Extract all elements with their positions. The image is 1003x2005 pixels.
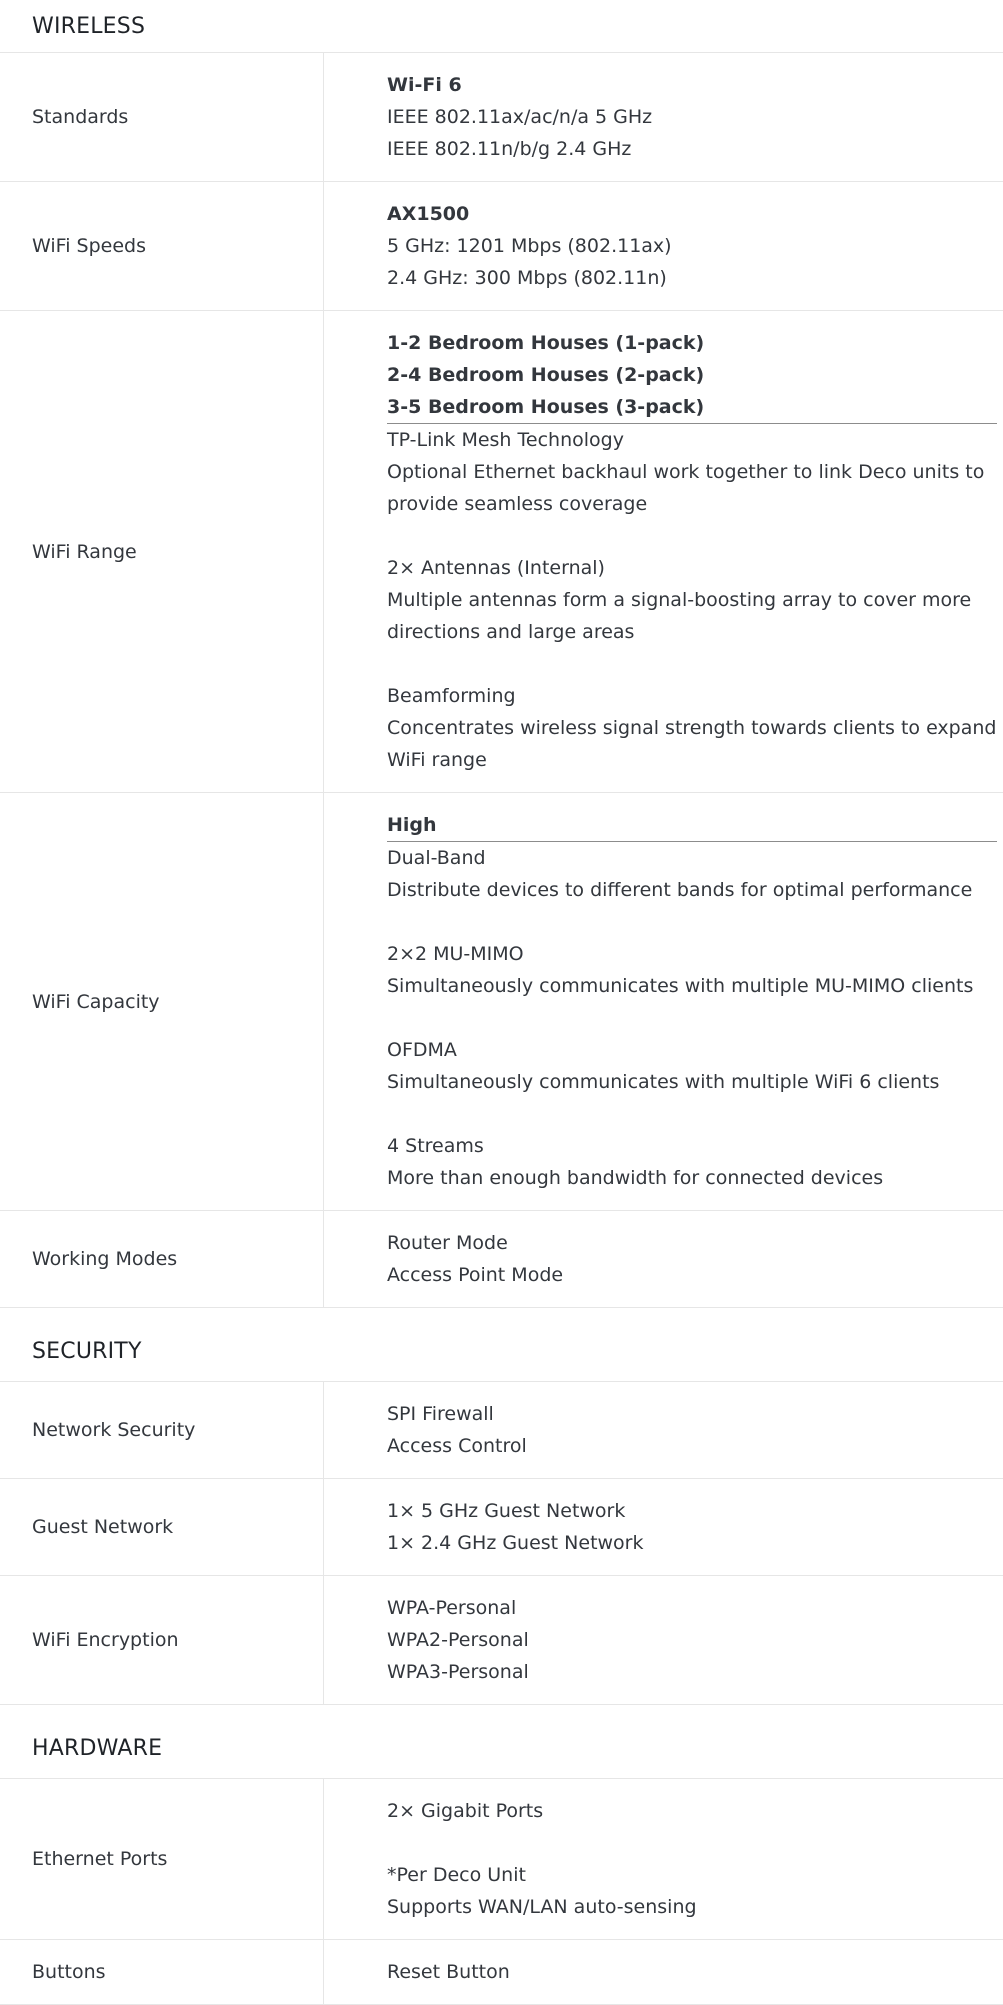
spec-value-line: TP-Link Mesh Technology <box>387 429 624 451</box>
spec-value-line: Beamforming <box>387 685 516 707</box>
section-title: SECURITY <box>0 1322 1003 1382</box>
spec-value-line: WiFi range <box>387 749 487 771</box>
spec-blank-line <box>387 1827 1003 1859</box>
spec-value-line: 2.4 GHz: 300 Mbps (802.11n) <box>387 267 667 289</box>
spec-row <box>0 1382 1003 1479</box>
spec-value <box>324 1211 1003 1307</box>
spec-value <box>324 53 1003 181</box>
spec-value-line: 2-4 Bedroom Houses (2-pack) <box>387 364 705 386</box>
spec-value-line: Concentrates wireless signal strength towards clients to expand <box>387 717 997 739</box>
spec-row <box>0 1940 1003 2005</box>
section-spacer <box>0 1705 1003 1719</box>
spec-row <box>0 311 1003 793</box>
spec-value <box>324 793 1003 1210</box>
spec-value-line: 1× 2.4 GHz Guest Network <box>387 1532 644 1554</box>
spec-value-line: 1× 5 GHz Guest Network <box>387 1500 626 1522</box>
spec-value-line: Wi-Fi 6 <box>387 74 462 96</box>
spec-value-line: provide seamless coverage <box>387 493 648 515</box>
spec-label: Working Modes <box>0 1211 324 1307</box>
spec-value-line: Simultaneously communicates with multiple MU-MIMO clients <box>387 975 974 997</box>
spec-label: WiFi Encryption <box>0 1576 324 1704</box>
spec-value-line: Access Control <box>387 1435 527 1457</box>
spec-value-line: Supports WAN/LAN auto-sensing <box>387 1896 697 1918</box>
section-title: WIRELESS <box>0 0 1003 53</box>
spec-blank-line <box>387 906 1003 938</box>
spec-value-line: WPA2-Personal <box>387 1629 529 1651</box>
spec-value-line: Access Point Mode <box>387 1264 564 1286</box>
spec-value-line: Reset Button <box>387 1961 510 1983</box>
spec-row <box>0 1779 1003 1940</box>
spec-blank-line <box>387 648 1003 680</box>
spec-blank-line <box>387 1098 1003 1130</box>
spec-value-line: IEEE 802.11n/b/g 2.4 GHz <box>387 138 632 160</box>
spec-row <box>0 1211 1003 1308</box>
spec-value-line: 4 Streams <box>387 1135 484 1157</box>
spec-value <box>324 1779 1003 1939</box>
spec-blank-line <box>387 520 1003 552</box>
spec-value-line: IEEE 802.11ax/ac/n/a 5 GHz <box>387 106 653 128</box>
spec-value <box>324 1479 1003 1575</box>
section-spacer <box>0 1308 1003 1322</box>
spec-label: Guest Network <box>0 1479 324 1575</box>
spec-value-line: Distribute devices to different bands for optimal performance <box>387 879 973 901</box>
spec-label: Standards <box>0 53 324 181</box>
spec-value-line: AX1500 <box>387 203 470 225</box>
spec-blank-line <box>387 1002 1003 1034</box>
spec-label: Buttons <box>0 1940 324 2004</box>
spec-label: Network Security <box>0 1382 324 1478</box>
spec-label: WiFi Range <box>0 311 324 792</box>
spec-value <box>324 1382 1003 1478</box>
spec-row <box>0 793 1003 1211</box>
spec-value-line: OFDMA <box>387 1039 457 1061</box>
spec-value-line: Optional Ethernet backhaul work together to link Deco units to <box>387 461 985 483</box>
spec-label: Ethernet Ports <box>0 1779 324 1939</box>
spec-value-line: 5 GHz: 1201 Mbps (802.11ax) <box>387 235 672 257</box>
spec-value-line: Simultaneously communicates with multiple WiFi 6 clients <box>387 1071 940 1093</box>
spec-value-line: High <box>387 814 437 836</box>
spec-value <box>324 182 1003 310</box>
spec-row <box>0 1576 1003 1705</box>
spec-value <box>324 1940 1003 2004</box>
spec-value-line: More than enough bandwidth for connected devices <box>387 1167 884 1189</box>
spec-value-line: WPA-Personal <box>387 1597 517 1619</box>
spec-value-line: 1-2 Bedroom Houses (1-pack) <box>387 332 705 354</box>
spec-row <box>0 182 1003 311</box>
spec-value-line: SPI Firewall <box>387 1403 494 1425</box>
spec-value <box>324 311 1003 792</box>
spec-value-line: 2×2 MU-MIMO <box>387 943 524 965</box>
spec-value-line: *Per Deco Unit <box>387 1864 526 1886</box>
spec-value <box>324 1576 1003 1704</box>
spec-value-line: WPA3-Personal <box>387 1661 529 1683</box>
spec-value-line: 2× Antennas (Internal) <box>387 557 605 579</box>
spec-label: WiFi Capacity <box>0 793 324 1210</box>
spec-row <box>0 1479 1003 1576</box>
section-title: HARDWARE <box>0 1719 1003 1779</box>
spec-value-line: Multiple antennas form a signal-boosting array to cover more <box>387 589 972 611</box>
spec-value-line: directions and large areas <box>387 621 635 643</box>
spec-row <box>0 53 1003 182</box>
spec-value-line: 3-5 Bedroom Houses (3-pack) <box>387 396 705 418</box>
spec-value-line: Dual-Band <box>387 847 486 869</box>
spec-label: WiFi Speeds <box>0 182 324 310</box>
spec-value-line: 2× Gigabit Ports <box>387 1800 544 1822</box>
spec-value-line: Router Mode <box>387 1232 508 1254</box>
